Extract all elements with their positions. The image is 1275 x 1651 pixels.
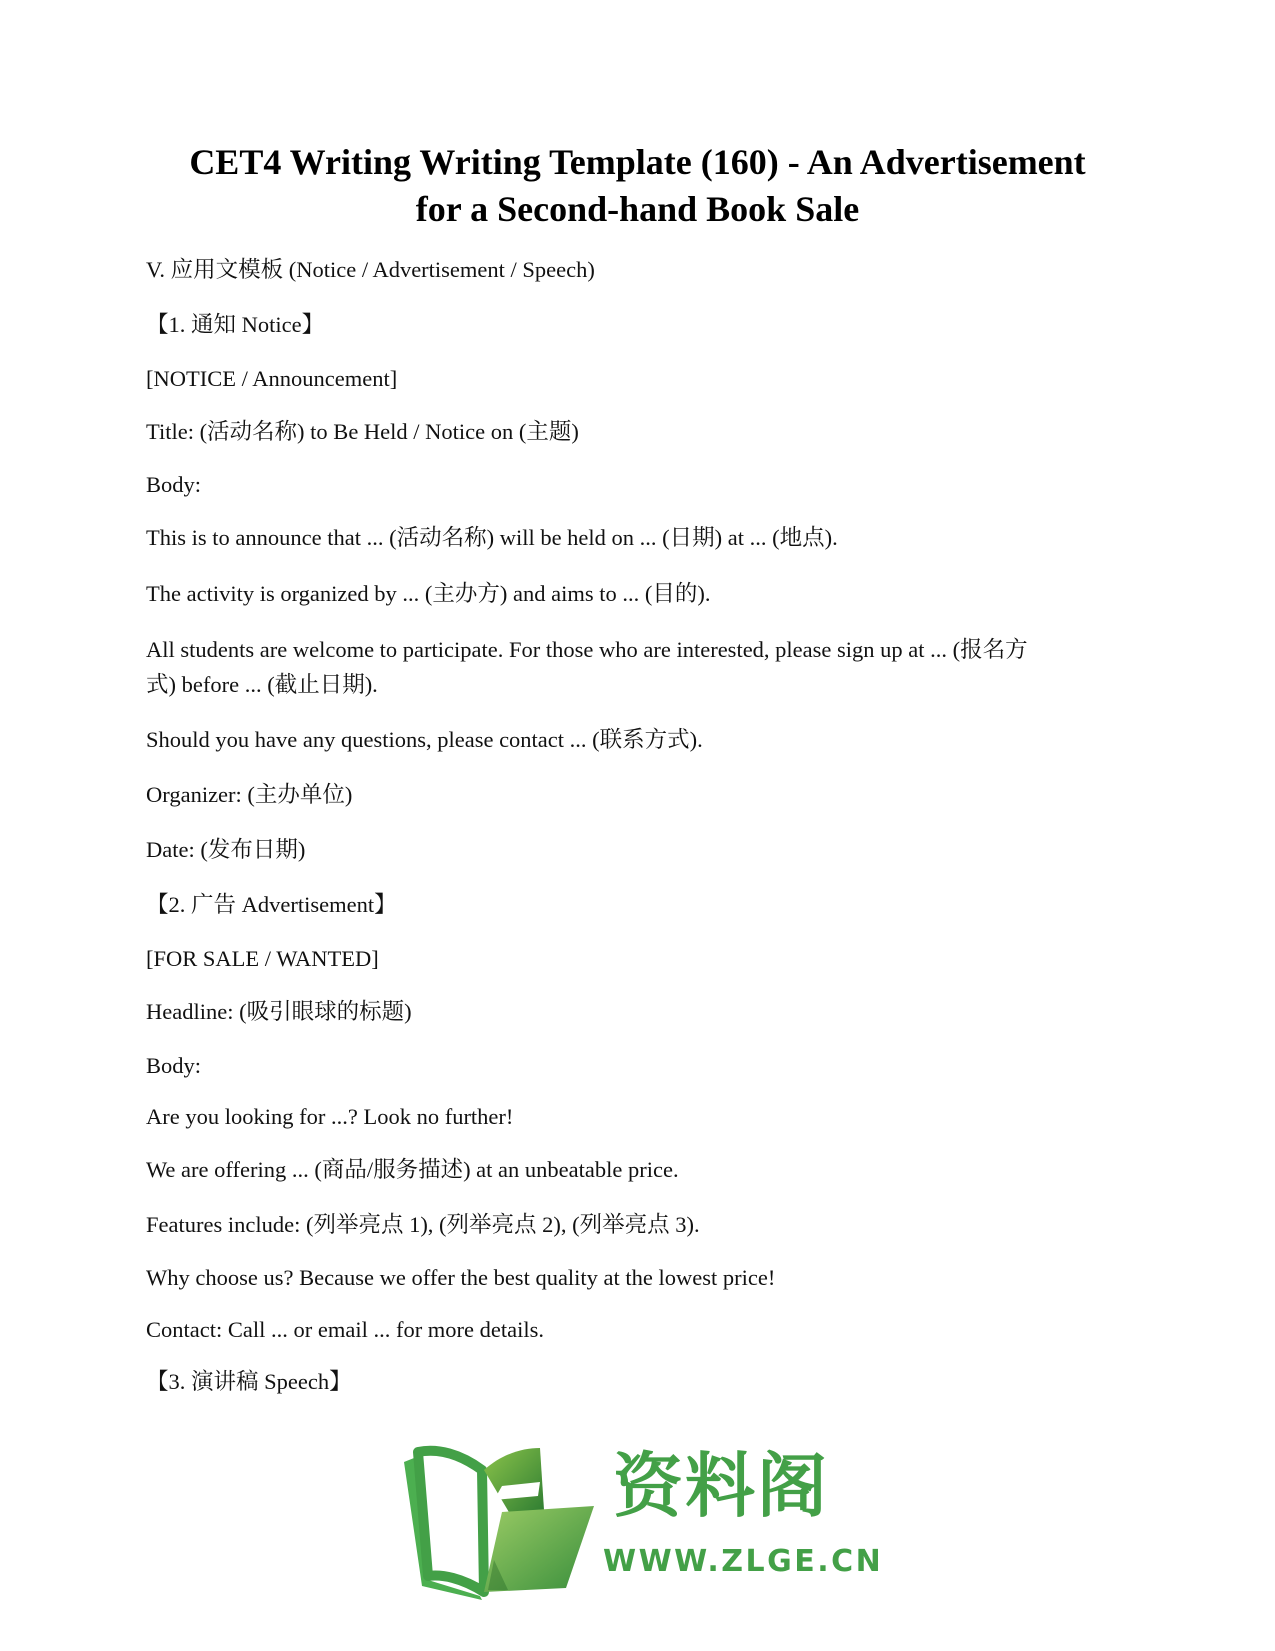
notice-contact-line: Should you have any questions, please contact ... (联系方式).: [146, 727, 703, 752]
advertisement-features-line: Features include: (列举亮点 1), (列举亮点 2), (列举亮点 3).: [146, 1212, 700, 1237]
notice-body-line: The activity is organized by ... (主办方) and aims to ... (目的).: [146, 581, 711, 606]
speech-heading: 【3. 演讲稿 Speech】: [146, 1369, 352, 1394]
notice-date-line: Date: (发布日期): [146, 837, 306, 862]
advertisement-contact-line: Contact: Call ... or email ... for more details.: [146, 1317, 545, 1342]
section-heading: V. 应用文模板 (Notice / Advertisement / Speech): [146, 257, 595, 282]
notice-body-label: Body:: [146, 472, 202, 497]
notice-label: [NOTICE / Announcement]: [146, 366, 398, 391]
notice-heading: 【1. 通知 Notice】: [146, 312, 325, 337]
advertisement-body-line: Are you looking for ...? Look no further!: [146, 1104, 514, 1129]
open-book-folder-icon: [398, 1440, 598, 1600]
watermark-url: WWW.ZLGE.CN: [603, 1544, 884, 1579]
document-title-line-1: CET4 Writing Writing Template (160) - An Advertisement: [189, 142, 1086, 182]
advertisement-heading: 【2. 广告 Advertisement】: [146, 892, 397, 917]
document-title-line-2: for a Second-hand Book Sale: [415, 189, 860, 229]
notice-body-line-continued: 式) before ... (截止日期).: [146, 672, 378, 697]
watermark-logo: [398, 1440, 884, 1600]
advertisement-label: [FOR SALE / WANTED]: [146, 946, 379, 971]
advertisement-headline-line: Headline: (吸引眼球的标题): [146, 999, 412, 1024]
notice-body-line: All students are welcome to participate. For those who are interested, please sign up at ... (报名方: [146, 637, 1028, 662]
notice-body-line: This is to announce that ... (活动名称) will be held on ... (日期) at ... (地点).: [146, 525, 838, 550]
advertisement-body-line: We are offering ... (商品/服务描述) at an unbeatable price.: [146, 1157, 679, 1182]
notice-title-line: Title: (活动名称) to Be Held / Notice on (主题): [146, 419, 579, 444]
notice-organizer-line: Organizer: (主办单位): [146, 782, 353, 807]
advertisement-body-label: Body:: [146, 1053, 202, 1078]
advertisement-body-line: Why choose us? Because we offer the best quality at the lowest price!: [146, 1265, 776, 1290]
watermark-brand-name: 资料阁: [613, 1445, 829, 1527]
